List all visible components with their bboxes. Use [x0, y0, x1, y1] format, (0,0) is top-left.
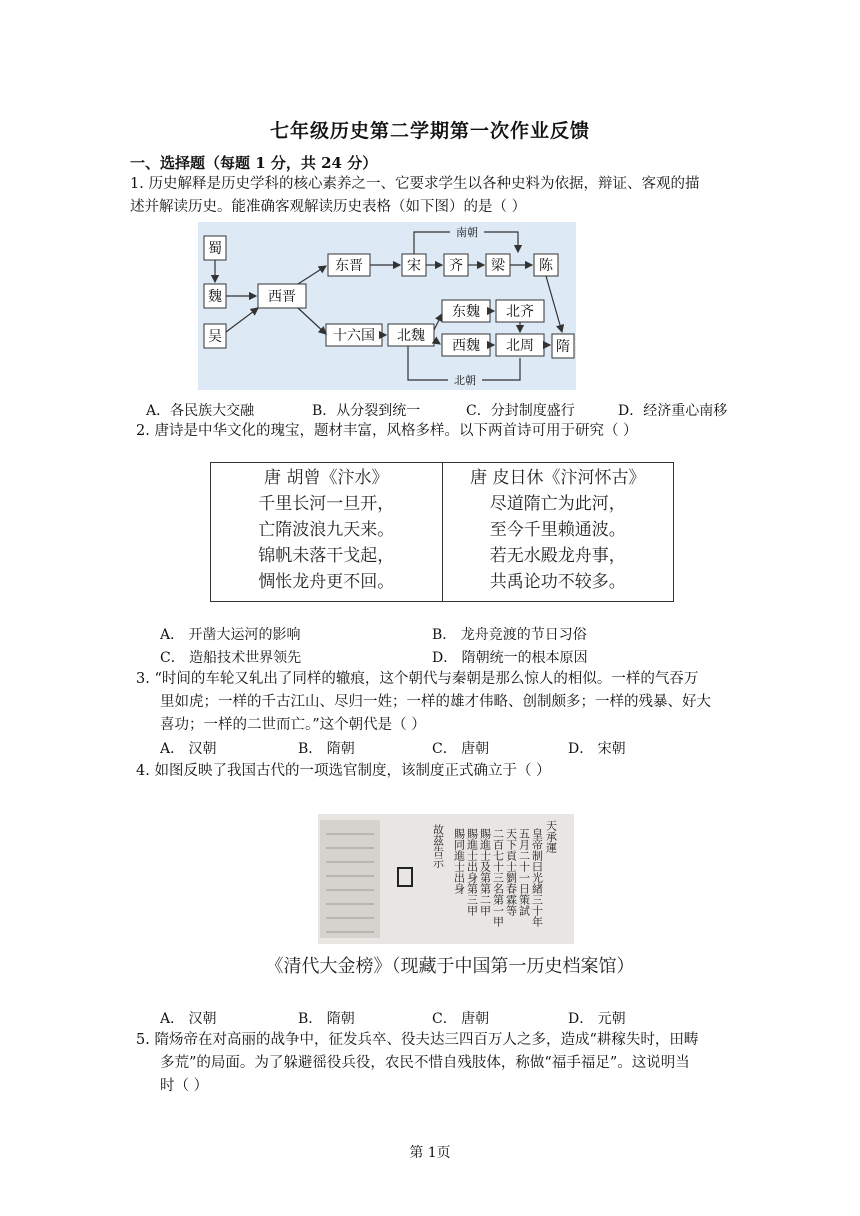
q3-stem-line1: 3. “时间的车轮又轧出了同样的辙痕，这个朝代与秦朝是那么惊人的相似。一样的气吞万: [136, 671, 699, 687]
q2-option-c: C． 造船技术世界领先: [160, 650, 302, 666]
q2-stem: 2. 唐诗是中华文化的瑰宝，题材丰富，风格多样。以下两首诗可用于研究（ ）: [136, 423, 638, 439]
scroll-line: 故茲告示: [431, 824, 445, 868]
label-chen: 陈: [539, 258, 553, 274]
q2-option-d: D． 隋朝统一的根本原因: [432, 650, 588, 666]
q3-option-d: D． 宋朝: [568, 741, 626, 757]
label-xijin: 西晋: [268, 289, 296, 305]
poem-right-line: 尽道隋亡为此河，: [489, 494, 626, 514]
label-shiliuguo: 十六国: [333, 328, 375, 344]
q4-option-d: D． 元朝: [568, 1011, 626, 1027]
poem-table: [210, 462, 674, 602]
label-beiqi: 北齐: [506, 304, 534, 320]
label-shu: 蜀: [208, 241, 222, 257]
dynasty-diagram-svg: [198, 222, 576, 390]
page-title: 七年级历史第二学期第一次作业反馈: [269, 120, 590, 142]
label-dongjin: 东晋: [335, 258, 363, 274]
q5-stem-line3: 时（ ）: [160, 1078, 209, 1094]
q1-stem-line1: 1. 历史解释是历史学科的核心素养之一、它要求学生以各种史料为依据，辩证、客观的描: [130, 176, 700, 192]
label-xiwei: 西魏: [452, 338, 480, 354]
poem-right-title: 唐 皮日休《汴河怀古》: [470, 468, 646, 488]
golden-list-svg: [318, 814, 574, 944]
scroll-line: 五月二十一日策試: [517, 828, 531, 916]
page-number: 第 1页: [409, 1145, 451, 1161]
label-sui: 隋: [556, 339, 570, 355]
q1-option-a: A．各民族大交融: [146, 403, 255, 419]
dynasty-diagram: [198, 222, 576, 390]
q5-stem-line2: 多荒”的局面。为了躲避徭役兵役，农民不惜自残肢体，称做“福手福足”。这说明当: [160, 1055, 690, 1071]
label-dongwei: 东魏: [452, 304, 480, 320]
poem-right-line: 若无水殿龙舟事，: [489, 546, 626, 566]
poem-right: [442, 463, 674, 601]
q2-option-a: A． 开凿大运河的影响: [160, 627, 301, 643]
label-beiwei: 北魏: [397, 328, 425, 344]
q3-option-b: B． 隋朝: [298, 741, 355, 757]
scroll-line: 皇帝制曰光緒三十年: [530, 828, 544, 927]
label-wu: 吴: [208, 329, 222, 345]
label-wei: 魏: [208, 289, 222, 305]
poem-left-line: 亡隋波浪九天来。: [258, 520, 395, 540]
label-beizhou: 北周: [506, 338, 534, 354]
scroll-line: 天下貢士劉春霖等: [504, 828, 518, 916]
scroll-line: 二百七十三名第一甲: [491, 828, 505, 927]
poem-right-line: 至今千里赖通波。: [489, 520, 626, 540]
q1-option-d: D．经济重心南移: [618, 403, 728, 419]
q3-stem-line2: 里如虎；一样的千古江山、尽归一姓；一样的雄才伟略、创制颇多；一样的残暴、好大: [160, 694, 711, 710]
golden-list-image: [318, 814, 574, 944]
section-heading: 一、选择题（每题 1 分，共 24 分）: [130, 154, 378, 172]
scroll-line: 賜進士及第第二甲: [478, 828, 492, 916]
label-song: 宋: [407, 258, 421, 274]
label-qi: 齐: [449, 258, 463, 274]
q4-stem: 4. 如图反映了我国古代的一项选官制度，该制度正式确立于（ ）: [136, 763, 551, 779]
q1-stem-line2: 述并解读历史。能准确客观解读历史表格（如下图）的是（ ）: [130, 199, 527, 215]
poem-left-line: 惆怅龙舟更不回。: [258, 572, 395, 592]
poem-right-line: 共禹论功不较多。: [489, 572, 626, 592]
scroll-line: 天承運: [544, 820, 558, 853]
q3-option-c: C． 唐朝: [432, 741, 490, 757]
q3-option-a: A． 汉朝: [160, 741, 217, 757]
q4-option-a: A． 汉朝: [160, 1011, 217, 1027]
q2-option-b: B． 龙舟竞渡的节日习俗: [432, 627, 587, 643]
golden-list-caption: 《清代大金榜》（现藏于中国第一历史档案馆）: [265, 956, 635, 977]
poem-left-line: 千里长河一旦开，: [258, 494, 395, 514]
poem-left: [211, 463, 442, 601]
label-beichao: 北朝: [454, 374, 476, 387]
scroll-line: 賜同進士出身: [452, 828, 466, 894]
poem-left-title: 唐 胡曾《汴水》: [264, 468, 389, 488]
q4-option-b: B． 隋朝: [298, 1011, 355, 1027]
q5-stem-line1: 5. 隋炀帝在对高丽的战争中，征发兵卒、役夫达三四百万人之多，造成“耕稼失时，田畴: [136, 1032, 699, 1048]
poem-left-line: 锦帆未落干戈起，: [258, 546, 395, 566]
scroll-line: 賜進士出身第三甲: [465, 828, 479, 916]
q4-option-c: C． 唐朝: [432, 1011, 490, 1027]
q1-option-b: B．从分裂到统一: [312, 403, 421, 419]
q3-stem-line3: 喜功；一样的二世而亡。”这个朝代是（ ）: [160, 717, 426, 733]
label-liang: 梁: [491, 258, 505, 274]
label-nanchao: 南朝: [456, 226, 478, 239]
q1-option-c: C．分封制度盛行: [466, 403, 575, 419]
